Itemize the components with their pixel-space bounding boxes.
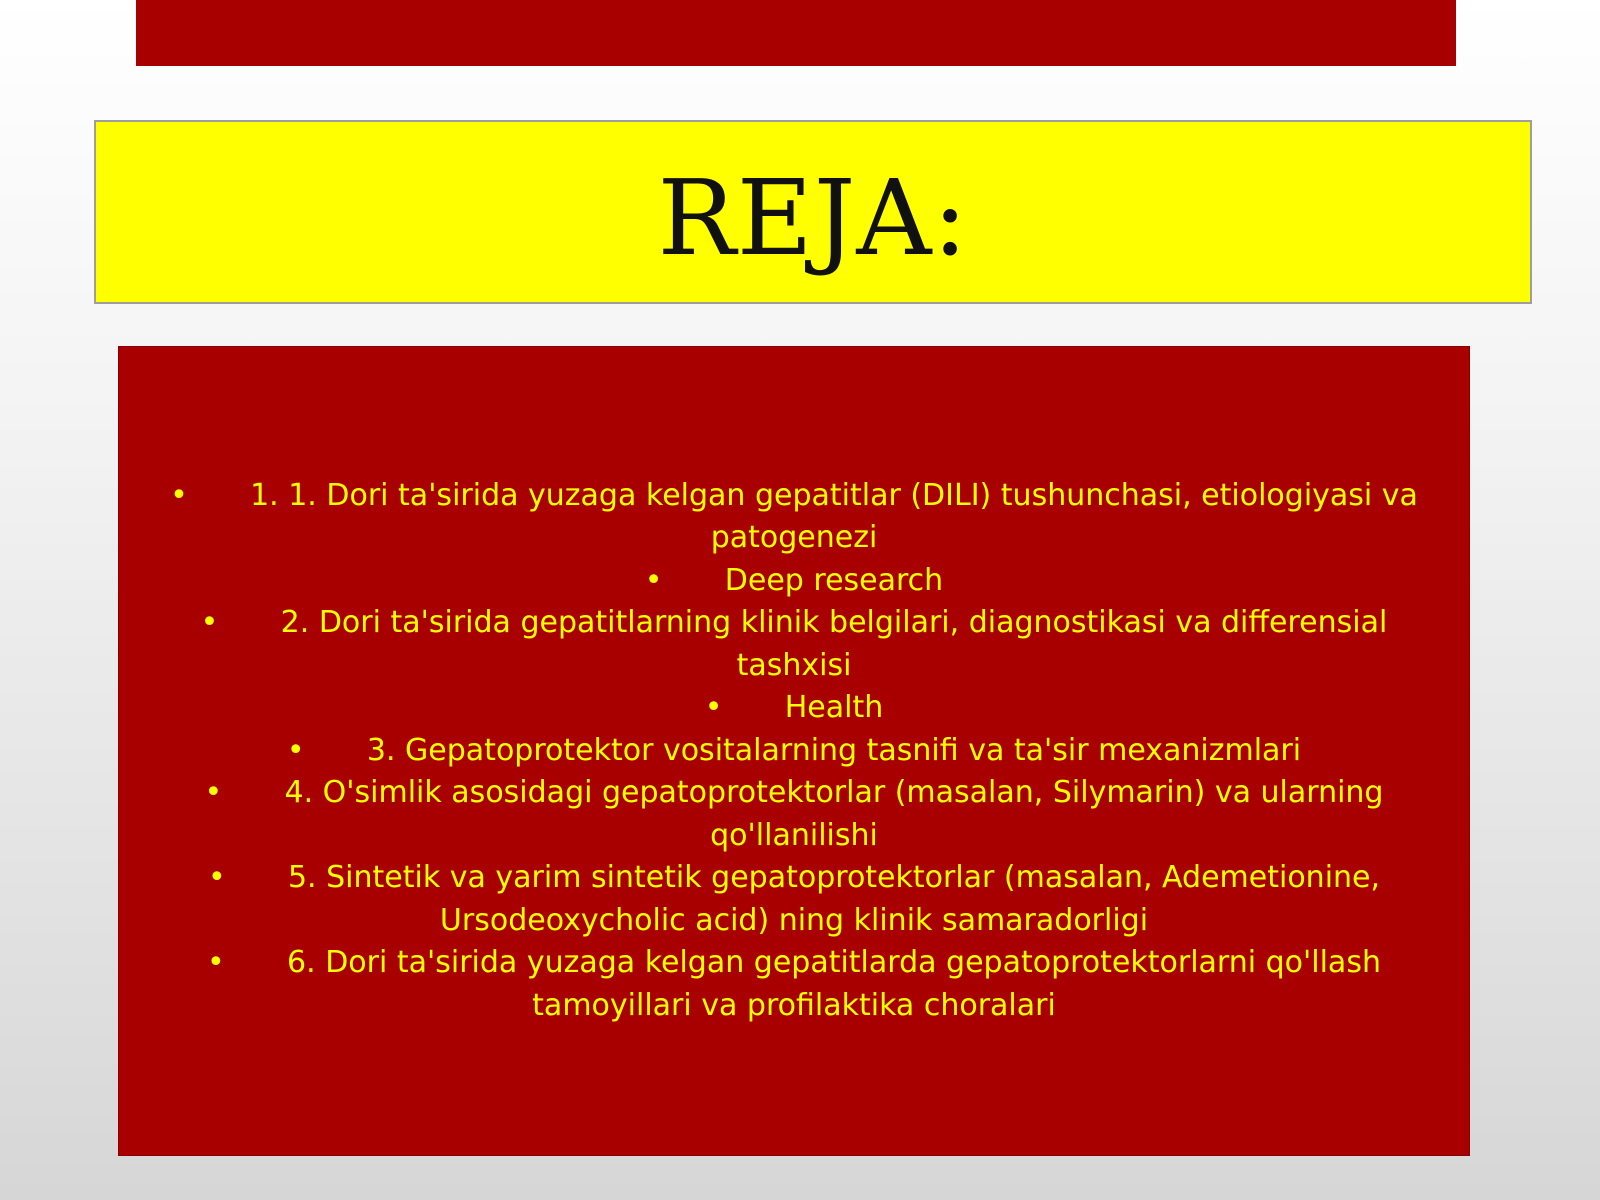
title-box (94, 120, 1532, 304)
plan-item-text: Deep research (724, 562, 944, 598)
bullet-icon: • (204, 775, 223, 811)
plan-item-text: 6. Dori ta'sirida yuzaga kelgan gepatitlarda gepatoprotektorlarni qo'llash tamoyillari va profilaktika choralari (287, 945, 1381, 1023)
bullet-icon: • (207, 945, 225, 981)
plan-item (139, 475, 1449, 560)
plan-item-text: Health (784, 690, 884, 726)
plan-item (139, 560, 1449, 603)
plan-item (139, 602, 1449, 687)
plan-item-text: 5. Sintetik va yarim sintetik gepatoprotektorlar (masalan, Ademetionine, Ursodeoxycholic acid) ning klinik samaradorligi (287, 860, 1381, 938)
plan-item (139, 772, 1449, 857)
top-banner (136, 0, 1456, 66)
plan-item (139, 857, 1449, 942)
bullet-icon: • (207, 860, 226, 896)
plan-item-text: 2. Dori ta'sirida gepatitlarning klinik belgilari, diagnostikasi va differensial tashxisi (280, 605, 1388, 683)
plan-item-text: 4. O'simlik asosidagi gepatoprotektorlar (masalan, Silymarin) va ularning qo'llanilishi (284, 775, 1384, 853)
plan-item (139, 730, 1449, 773)
content-box (118, 346, 1470, 1156)
plan-list (119, 475, 1469, 1028)
bullet-icon: • (644, 562, 663, 598)
plan-item-text: 3. Gepatoprotektor vositalarning tasnifi va ta'sir mexanizmlari (366, 732, 1302, 768)
bullet-icon: • (170, 477, 188, 513)
plan-item-text: 1. 1. Dori ta'sirida yuzaga kelgan gepatitlar (DILI) tushunchasi, etiologiyasi va patogenezi (250, 477, 1418, 556)
slide-title: REJA: (657, 157, 969, 279)
bullet-icon: • (286, 732, 305, 768)
plan-item (139, 687, 1449, 730)
bullet-icon: • (200, 605, 219, 641)
plan-item (139, 942, 1449, 1027)
bullet-icon: • (704, 690, 723, 726)
